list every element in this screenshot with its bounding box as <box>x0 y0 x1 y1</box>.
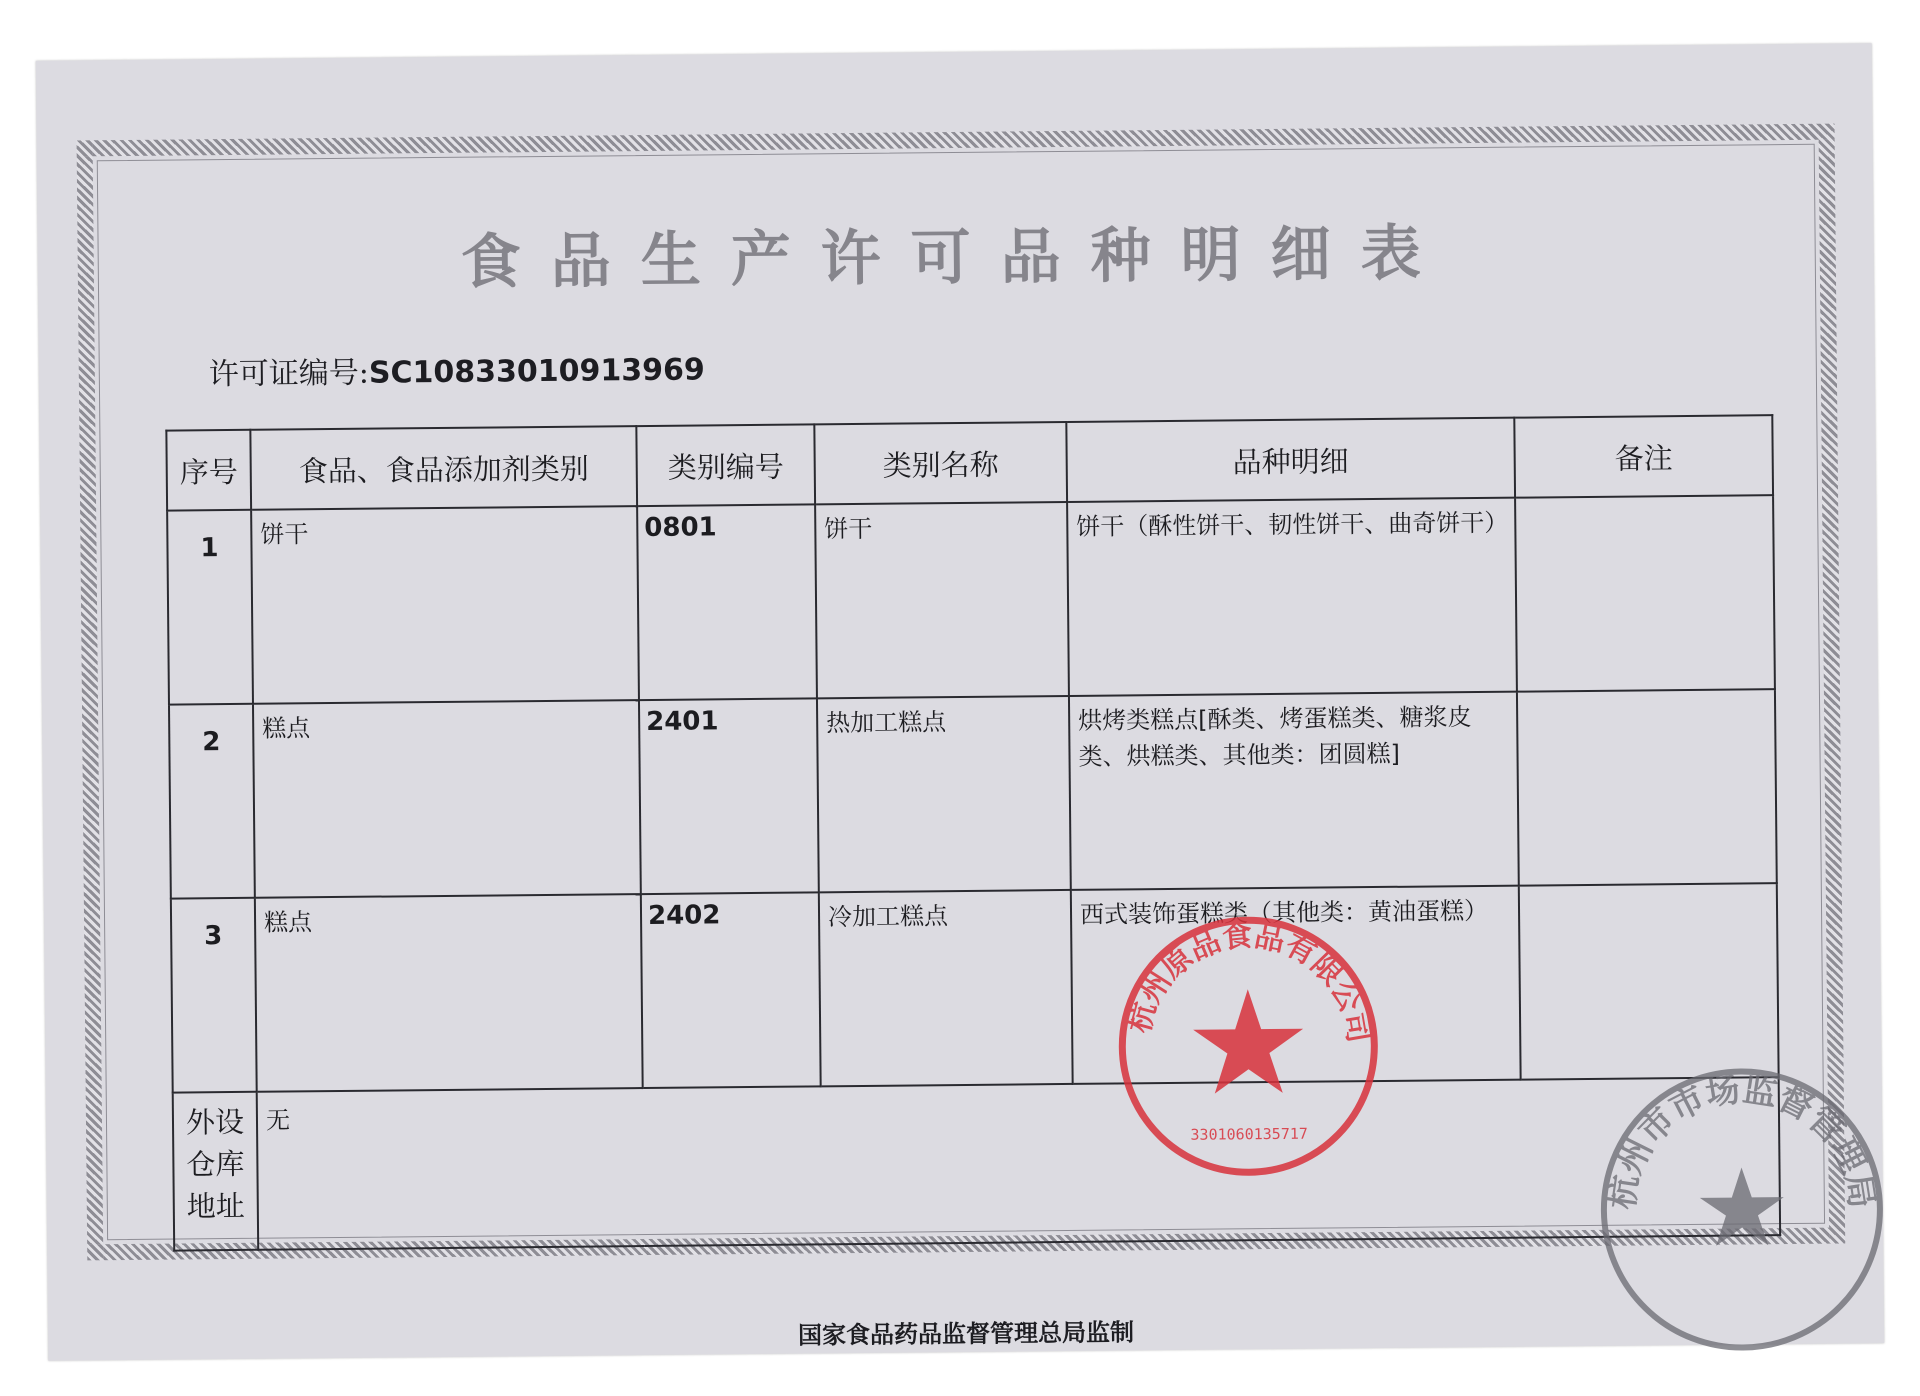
row-code: 2402 <box>641 892 821 1088</box>
row-name: 热加工糕点 <box>817 696 1071 892</box>
header-code: 类别编号 <box>636 424 815 506</box>
company-seal-stamp <box>1112 910 1385 1183</box>
table-header-row <box>166 415 1773 510</box>
warehouse-row <box>173 1077 1780 1250</box>
header-category: 食品、食品添加剂类别 <box>250 426 637 510</box>
document-title: 食品生产许可品种明细表 <box>460 218 1452 298</box>
license-number-line <box>209 344 705 393</box>
row-category: 饼干 <box>251 506 639 704</box>
seal-authority-text: 杭州市市场监督管理局 <box>1601 1069 1882 1212</box>
certificate-sheet <box>36 43 1884 1361</box>
row-category: 糕点 <box>253 700 641 898</box>
table-row <box>169 689 1777 898</box>
row-remark <box>1515 495 1775 691</box>
row-detail: 西式装饰蛋糕类（其他类：黄油蛋糕） <box>1071 886 1521 1084</box>
license-number: SC10833010913969 <box>368 352 705 391</box>
table-row <box>167 495 1775 704</box>
table-row <box>171 883 1779 1092</box>
header-index: 序号 <box>166 430 251 511</box>
header-detail: 品种明细 <box>1066 418 1515 502</box>
star-icon <box>1193 989 1304 1094</box>
row-remark <box>1517 689 1777 885</box>
row-name: 冷加工糕点 <box>819 890 1073 1086</box>
issuer-footer: 国家食品药品监督管理总局监制 <box>797 1318 1135 1350</box>
row-index: 2 <box>169 704 255 899</box>
header-remark: 备注 <box>1514 415 1773 497</box>
product-variety-table <box>165 414 1781 1251</box>
star-icon <box>1700 1167 1785 1246</box>
seal-company-text: 杭州原品食品有限公司 <box>1121 918 1377 1046</box>
warehouse-value: 无 <box>257 1077 1780 1250</box>
row-index: 1 <box>167 510 253 705</box>
row-code: 0801 <box>637 504 817 700</box>
row-name: 饼干 <box>815 502 1069 698</box>
row-category: 糕点 <box>255 894 643 1092</box>
seal-company-code: 3301060135717 <box>1190 1124 1308 1144</box>
row-code: 2401 <box>639 698 819 894</box>
header-name: 类别名称 <box>814 422 1067 504</box>
row-detail: 烘烤类糕点[酥类、烤蛋糕类、糖浆皮类、烘糕类、其他类：团圆糕] <box>1069 692 1519 890</box>
row-remark <box>1519 883 1779 1079</box>
row-index: 3 <box>171 898 257 1093</box>
row-detail: 饼干（酥性饼干、韧性饼干、曲奇饼干） <box>1067 498 1517 696</box>
license-label: 许可证编号: <box>208 355 370 393</box>
authority-seal-stamp <box>1590 1058 1893 1361</box>
warehouse-label: 外设仓库地址 <box>173 1092 259 1251</box>
